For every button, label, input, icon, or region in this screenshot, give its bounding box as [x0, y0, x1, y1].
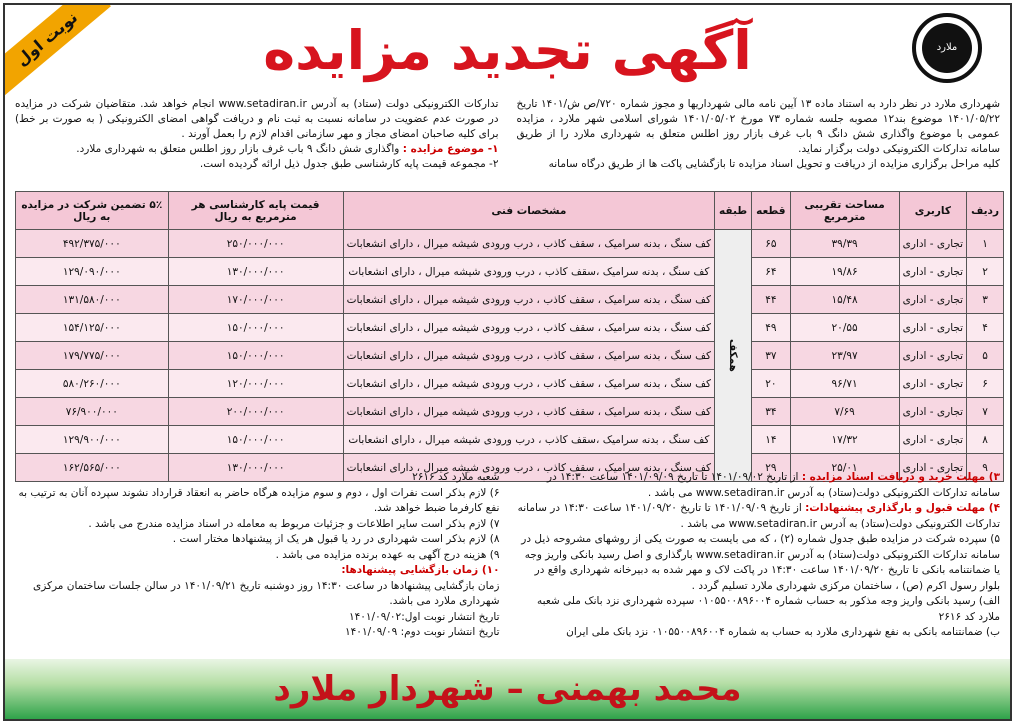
cell-price: ۱۵۰/۰۰۰/۰۰۰ — [168, 314, 343, 342]
cell-use: تجاری - اداری — [899, 314, 966, 342]
cell-price: ۱۷۰/۰۰۰/۰۰۰ — [168, 286, 343, 314]
intro-paragraph-3: تدارکات الکترونیکی دولت (ستاد) به آدرس www.setadiran.ir انجام خواهد شد. متقاضیان شرکت در مزایده در صورت عدم عضویت در سامانه نسبت به ثبت نام و دریافت گواهی امضای الکترونیکی ( به صورت بر خط) برای کلیه صاحبان امضای مجاز و مهر سازمانی اقدام لازم را بعمل آورند . — [15, 98, 499, 140]
cell-guarantee: ۱۲۹/۹۰۰/۰۰۰ — [16, 426, 169, 454]
note-item — [15, 610, 500, 626]
note-item — [15, 470, 500, 486]
note-item — [15, 625, 500, 641]
cell-guarantee: ۱۶۲/۵۶۵/۰۰۰ — [16, 454, 169, 482]
table-row — [16, 230, 1004, 258]
cell-spec: کف سنگ ، بدنه سرامیک ، سقف کاذب ، درب ورودی شیشه میرال ، دارای انشعابات — [343, 454, 714, 482]
note-text: زمان بازگشایی پیشنهادها در ساعت ۱۴:۳۰ روز دوشنبه تاریخ ۱۴۰۱/۰۹/۲۱ در سالن جلسات ساختمان مرکزی شهرداری ملارد می باشد. — [32, 579, 500, 607]
intro-left — [15, 97, 499, 189]
cell-use: تجاری - اداری — [899, 454, 966, 482]
cell-area: ۷/۶۹ — [790, 398, 899, 426]
cell-lot: ۶۵ — [752, 230, 790, 258]
cell-spec: کف سنگ ، بدنه سرامیک ،سقف کاذب ، درب ورودی شیشه میرال ، دارای انشعابات — [343, 258, 714, 286]
column-header: قطعه — [752, 192, 790, 230]
note-text: ۵) سپرده شرکت در مزایده طبق جدول شماره (۲) ، که می بایست به صورت یکی از روشهای مشروحه ذیل در سامانه تدارکات الکترونیکی دولت(ستاد) به آدرس www.setadiran.ir بارگذاری و اصل رسید بانکی واریز وجه یا ضمانتنامه بانکی تا تاریخ ۱۴۰۱/۰۹/۲۰ ساعت ۱۴:۳۰ در پاکت لاک و مهر شده به دبیرخانه شهرداری واقع در بلوار رسول اکرم (ص) ، ساختمان مرکزی شهرداری ملارد تسلیم گردد . — [521, 533, 1000, 592]
ad-header — [5, 5, 1010, 95]
note-text: تاریخ انتشار نوبت اول:۱۴۰۱/۰۹/۰۲ — [349, 610, 500, 623]
column-header: طبقه — [715, 192, 752, 230]
cell-guarantee: ۱۵۴/۱۲۵/۰۰۰ — [16, 314, 169, 342]
intro-section — [15, 97, 1000, 189]
price-line: ۲- مجموعه قیمت پایه کارشناسی طبق جدول ذیل ارائه گردیده است. — [199, 158, 499, 170]
cell-use: تجاری - اداری — [899, 258, 966, 286]
cell-price: ۱۲۰/۰۰۰/۰۰۰ — [168, 370, 343, 398]
intro-paragraph-2: کلیه مراحل برگزاری مزایده از دریافت و تحویل اسناد مزایده تا بازگشایی پاکت ها از طریق درگاه سامانه — [548, 158, 1000, 170]
note-item — [15, 517, 500, 533]
note-text: از تاریخ ۱۴۰۱/۰۹/۰۹ تا تاریخ ۱۴۰۱/۰۹/۲۰ ساعت ۱۴:۳۰ در سامانه تدارکات الکترونیکی دولت(ستاد) به آدرس www.setadiran.ir می باشد . — [517, 502, 1000, 530]
cell-price: ۱۵۰/۰۰۰/۰۰۰ — [168, 342, 343, 370]
cell-use: تجاری - اداری — [899, 230, 966, 258]
subject-label: ۱- موضوع مزایده : — [402, 143, 499, 155]
cell-guarantee: ۱۷۹/۷۷۵/۰۰۰ — [16, 342, 169, 370]
signature-banner — [5, 659, 1010, 719]
cell-use: تجاری - اداری — [899, 398, 966, 426]
note-item — [516, 594, 1001, 625]
cell-n: ۱ — [967, 230, 1004, 258]
table-row — [16, 258, 1004, 286]
subject-line — [15, 142, 499, 157]
note-text: ۶) لازم بذکر است نفرات اول ، دوم و سوم مزایده هرگاه حاضر به انعقاد قرارداد نشوند سپرده آنان به ترتیب به نفع کارفرما ضبط خواهد شد. — [18, 486, 500, 514]
intro-paragraph: شهرداری ملارد در نظر دارد به استناد ماده ۱۳ آیین نامه مالی شهرداریها و مجوز شماره ۷۲۰/ص ش/۱۴۰۱ تاریخ ۱۴۰۱/۰۵/۲۲ موضوع بند۱۲ مصوبه جلسه شماره ۷۳ مورخ ۱۴۰۱/۰۵/۰۲ شورای اسلامی شهر ملارد ، مزایده عمومی با موضوع واگذاری شش دانگ ۹ باب غرف بازار روز اطلس متعلق به شهرداری ملارد را از طریق سامانه تدارکات الکترونیکی دولت برگزار نماید. — [516, 98, 1000, 155]
column-header: ردیف — [967, 192, 1004, 230]
note-text: تاریخ انتشار نوبت دوم: ۱۴۰۱/۰۹/۰۹ — [345, 626, 500, 638]
cell-use: تجاری - اداری — [899, 342, 966, 370]
note-item — [15, 486, 500, 517]
cell-spec: کف سنگ ، بدنه سرامیک ، سقف کاذب ، درب ورودی شیشه میرال ، دارای انشعابات — [343, 342, 714, 370]
note-text: الف) رسید بانکی واریز وجه مذکور به حساب شماره ۰۱۰۵۵۰۰۸۹۶۰۰۴ سپرده شهرداری نزد بانک ملی شعبه ملارد کد ۲۶۱۶ — [537, 595, 1000, 623]
column-header: قیمت پایه کارشناسی هر مترمربع به ریال — [168, 192, 343, 230]
note-label: ۱۰) زمان بازگشایی پیشنهادها: — [341, 564, 500, 576]
table-header-row — [16, 192, 1004, 230]
note-text: از تاریخ ۱۴۰۱/۰۹/۰۲ تا تاریخ ۱۴۰۱/۰۹/۰۹ ساعت ۱۴:۳۰ در سامانه تدارکات الکترونیکی دولت(ستاد) به آدرس www.setadiran.ir می باشد . — [547, 471, 1000, 499]
intro-right — [517, 97, 1001, 189]
cell-lot: ۳۴ — [752, 398, 790, 426]
cell-lot: ۲۹ — [752, 454, 790, 482]
column-header: ۵٪ تضمین شرکت در مزایده به ریال — [16, 192, 169, 230]
cell-n: ۲ — [967, 258, 1004, 286]
cell-area: ۱۹/۸۶ — [790, 258, 899, 286]
cell-use: تجاری - اداری — [899, 286, 966, 314]
cell-area: ۲۰/۵۵ — [790, 314, 899, 342]
notes-left — [15, 470, 500, 660]
ad-frame — [3, 3, 1012, 721]
note-label: ۴) مهلت قبول و بارگذاری پیشنهادات: — [805, 502, 1000, 514]
notes-section — [15, 470, 1000, 660]
note-text: ۹) هزینه درج آگهی به عهده برنده مزایده می باشد . — [275, 548, 500, 561]
cell-spec: کف سنگ ، بدنه سرامیک ، سقف کاذب ، درب ورودی شیشه میرال ، دارای انشعابات — [343, 398, 714, 426]
table-row — [16, 342, 1004, 370]
table-body — [16, 230, 1004, 482]
table-row — [16, 370, 1004, 398]
note-item — [15, 532, 500, 548]
note-text: ۷) لازم بذکر است سایر اطلاعات و جزئیات مربوط به معامله در اسناد مزایده مندرج می باشد . — [88, 517, 500, 530]
note-item — [516, 532, 1001, 594]
lots-table — [15, 191, 1004, 482]
cell-n: ۳ — [967, 286, 1004, 314]
note-text: ۸) لازم بذکر است شهرداری در رد یا قبول هر یک از پیشنهادها مختار است . — [172, 533, 500, 545]
note-item — [516, 625, 1001, 641]
cell-price: ۱۵۰/۰۰۰/۰۰۰ — [168, 426, 343, 454]
column-header: کاربری — [899, 192, 966, 230]
cell-spec: کف سنگ ، بدنه سرامیک ، سقف کاذب ، درب ورودی شیشه میرال ، دارای انشعابات — [343, 370, 714, 398]
logo-text: ملارد — [922, 23, 972, 73]
cell-lot: ۶۴ — [752, 258, 790, 286]
notes-right — [516, 470, 1001, 660]
cell-price: ۲۵۰/۰۰۰/۰۰۰ — [168, 230, 343, 258]
edition-badge: نوبت اول — [3, 3, 111, 96]
cell-use: تجاری - اداری — [899, 426, 966, 454]
cell-lot: ۴۹ — [752, 314, 790, 342]
cell-price: ۱۳۰/۰۰۰/۰۰۰ — [168, 258, 343, 286]
cell-spec: کف سنگ ، بدنه سرامیک ، سقف کاذب ، درب ورودی شیشه میرال ، دارای انشعابات — [343, 314, 714, 342]
note-label: ۳) مهلت خرید و دریافت اسناد مزایده : — [801, 471, 1000, 483]
column-header: مساحت تقریبی مترمربع — [790, 192, 899, 230]
cell-guarantee: ۵۸۰/۲۶۰/۰۰۰ — [16, 370, 169, 398]
table-row — [16, 314, 1004, 342]
cell-price: ۲۰۰/۰۰۰/۰۰۰ — [168, 398, 343, 426]
table-row — [16, 286, 1004, 314]
cell-lot: ۱۴ — [752, 426, 790, 454]
note-item — [15, 563, 500, 579]
cell-lot: ۲۰ — [752, 370, 790, 398]
cell-n: ۹ — [967, 454, 1004, 482]
floor-cell: همکف — [715, 230, 752, 482]
note-item — [516, 501, 1001, 532]
cell-guarantee: ۴۹۲/۳۷۵/۰۰۰ — [16, 230, 169, 258]
cell-area: ۳۹/۳۹ — [790, 230, 899, 258]
cell-lot: ۳۷ — [752, 342, 790, 370]
cell-use: تجاری - اداری — [899, 370, 966, 398]
cell-spec: کف سنگ ، بدنه سرامیک ، سقف کاذب ، درب ورودی شیشه میرال ، دارای انشعابات — [343, 230, 714, 258]
cell-n: ۴ — [967, 314, 1004, 342]
cell-area: ۱۵/۴۸ — [790, 286, 899, 314]
cell-n: ۷ — [967, 398, 1004, 426]
column-header: مشخصات فنی — [343, 192, 714, 230]
municipality-logo-icon — [912, 13, 982, 83]
note-text: شعبه ملارد کد ۲۶۱۶ — [412, 471, 500, 483]
cell-spec: کف سنگ ، بدنه سرامیک ، سقف کاذب ، درب ورودی شیشه میرال ، دارای انشعابات — [343, 286, 714, 314]
cell-n: ۸ — [967, 426, 1004, 454]
cell-guarantee: ۷۶/۹۰۰/۰۰۰ — [16, 398, 169, 426]
page-title: آگهی تجدید مزایده — [263, 19, 752, 82]
note-item — [516, 470, 1001, 501]
subject-text: واگذاری شش دانگ ۹ باب غرف بازار روز اطلس متعلق به شهرداری ملارد. — [76, 143, 400, 155]
cell-guarantee: ۱۳۱/۵۸۰/۰۰۰ — [16, 286, 169, 314]
cell-spec: کف سنگ ، بدنه سرامیک ،سقف کاذب ، درب ورودی شیشه میرال ، دارای انشعابات — [343, 426, 714, 454]
cell-area: ۲۵/۰۱ — [790, 454, 899, 482]
cell-n: ۶ — [967, 370, 1004, 398]
signature-text: محمد بهمنی – شهردار ملارد — [273, 669, 742, 709]
cell-n: ۵ — [967, 342, 1004, 370]
cell-area: ۲۳/۹۷ — [790, 342, 899, 370]
note-text: ب) ضمانتنامه بانکی به نفع شهرداری ملارد به حساب به شماره ۰۱۰۵۵۰۰۸۹۶۰۰۴ نزد بانک ملی ایران — [566, 626, 1000, 638]
table-row — [16, 426, 1004, 454]
cell-guarantee: ۱۲۹/۰۹۰/۰۰۰ — [16, 258, 169, 286]
cell-area: ۹۶/۷۱ — [790, 370, 899, 398]
cell-price: ۱۳۰/۰۰۰/۰۰۰ — [168, 454, 343, 482]
cell-lot: ۴۴ — [752, 286, 790, 314]
note-item — [15, 548, 500, 564]
cell-area: ۱۷/۳۲ — [790, 426, 899, 454]
table-row — [16, 398, 1004, 426]
note-item — [15, 579, 500, 610]
